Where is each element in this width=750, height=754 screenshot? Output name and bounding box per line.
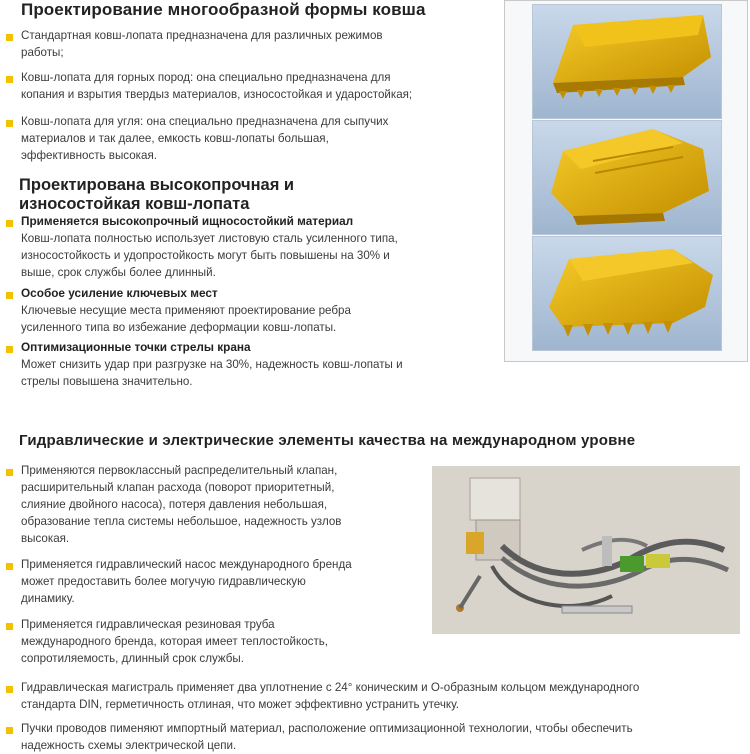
list-item: Ковш-лопата для угля: она специально предназначена для сыпучих материалов и так далее, емкость ковш-лопаты большая, эффективность высокая. <box>21 115 389 162</box>
coal-bucket-image <box>532 236 722 351</box>
standard-bucket-image <box>532 4 722 119</box>
list-item: Стандартная ковш-лопата предназначена для различных режимов работы; <box>21 29 383 59</box>
list-item: Применяется гидравлический насос международного бренда может предоставить более могучую гидравлическую динамику. <box>21 558 352 605</box>
bucket-images-panel <box>504 0 748 362</box>
rock-bucket-image <box>532 120 722 235</box>
bullet-icon <box>6 469 13 476</box>
bullet-icon <box>6 623 13 630</box>
bullet-icon <box>6 120 13 127</box>
section-title-hydraulics: Гидравлические и электрические элементы качества на международном уровне <box>19 432 636 449</box>
list-item: Применяются первоклассный распределительный клапан, расширительный клапан расхода (поворот приоритетный, слияние двойного насоса), потеря давления небольшая, образование тепла системы небольшое, надежность узлов высокая. <box>21 464 342 545</box>
bullet-icon <box>6 220 13 227</box>
bullet-icon <box>6 563 13 570</box>
bullet-icon <box>6 686 13 693</box>
list-item: Оптимизационные точки стрелы крана Может снизить удар при разгрузке на 30%, надежность ковш-лопаты и стрелы повышена значительно. <box>21 340 403 388</box>
bullet-icon <box>6 292 13 299</box>
bullet-icon <box>6 346 13 353</box>
list-item: Гидравлическая магистраль применяет два уплотнение с 24° коническим и О-образным кольцом международного стандарта DIN, герметичность отлиная, что может эффективно устранить утечку. <box>21 681 640 711</box>
bullet-icon <box>6 727 13 734</box>
list-item: Особое усиление ключевых мест Ключевые несущие места применяют проектирование ребра усиленного типа во избежание деформации ковш-лопаты. <box>21 286 351 334</box>
list-item: Применяется высокопрочный ищносостойкий материал Ковш-лопата полностью использует листовую сталь усиленного типа, износостойкость и удопростойкость могут быть повышены на 30% и выше, срок службы более длинный. <box>21 214 398 279</box>
bullet-icon <box>6 34 13 41</box>
hydraulic-system-image <box>432 466 740 634</box>
bullet-icon <box>6 76 13 83</box>
list-item: Пучки проводов пименяют импортный материал, расположение оптимизационной технологии, чтобы обеспечить надежность схемы электрической цепи. <box>21 722 633 752</box>
section-title-high-strength-bucket: Проектирована высокопрочная и износостойкая ковш-лопата <box>19 176 295 213</box>
list-item: Применяется гидравлическая резиновая труба международного бренда, которая имеет теплостойкость, сопротиляемость, длинный срок службы. <box>21 618 329 665</box>
section-title-bucket-shapes: Проектирование многообразной формы ковша <box>21 0 426 19</box>
list-item: Ковш-лопата для горных пород: она специально предназначена для копания и взрытия твердыз материалов, износостойкая и ударостойкая; <box>21 71 413 101</box>
